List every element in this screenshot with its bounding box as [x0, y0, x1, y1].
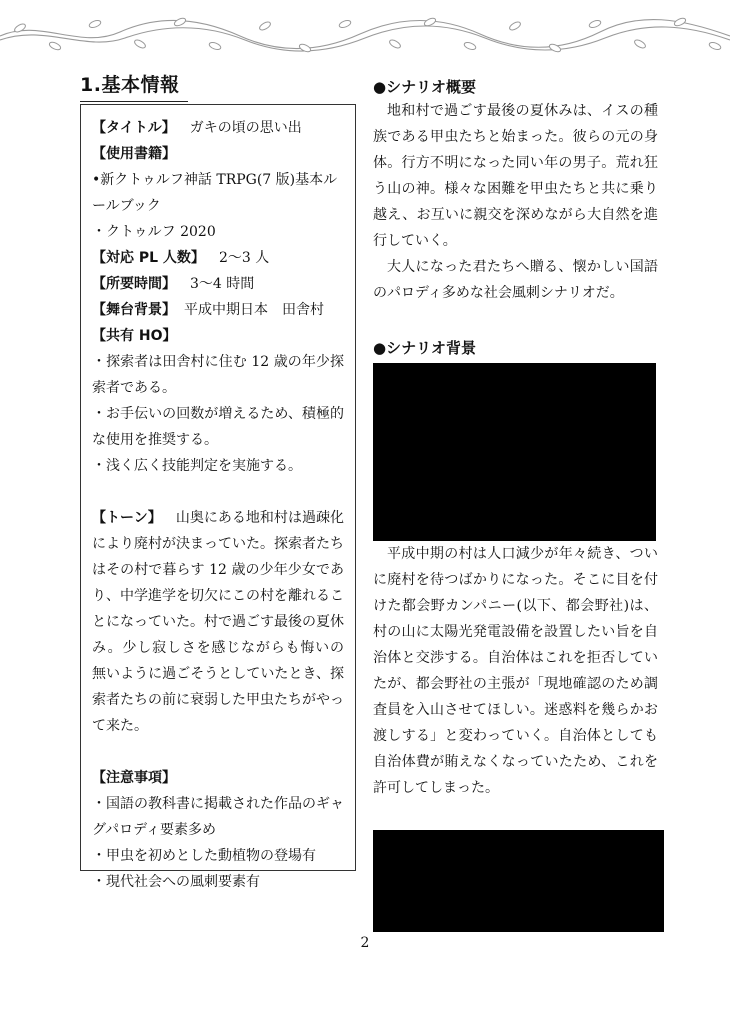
tone-paragraph: [92, 505, 344, 739]
players-label: 【対応 PL 人数】: [92, 250, 205, 266]
info-time-row: [92, 271, 344, 297]
note-item-1: ・国語の教科書に掲載された作品のギャグパロディ要素多め: [92, 796, 344, 838]
background-paragraph-1: 平成中期の村は人口減少が年々続き、ついに廃村を待つばかりになった。そこに目を付けた都会野カンパニー(以下、都会野社)は、村の山に太陽光発電設備を設置したい旨を自治体と交渉する。自治体はこれを拒否していたが、都会野社の主張が「現地確認のため調査員を入山させてほしい。迷惑料を幾らかお渡しする」と変わっていく。自治体としても自治体費が賄えなくなっていたため、これを許可してしまった。: [373, 546, 658, 796]
note-item-2: ・甲虫を初めとした動植物の登場有: [92, 848, 316, 864]
rulebook-item-1: •新クトゥルフ神話 TRPG(7 版)基本ルールブック: [92, 172, 338, 214]
players-value: 2〜3 人: [218, 250, 270, 266]
setting-value: 平成中期日本 田舎村: [184, 302, 324, 318]
note-item-3: ・現代社会への風刺要素有: [92, 874, 260, 890]
rulebook-item-2: ・クトゥルフ 2020: [92, 224, 216, 240]
overview-text: [373, 98, 658, 306]
redacted-image-2: [373, 830, 664, 932]
overview-paragraph-1: 地和村で過ごす最後の夏休みは、イスの種族である甲虫たちと始まった。彼らの元の身体。行方不明になった同い年の男子。荒れ狂う山の神。様々な困難を甲虫たちと共に乗り越え、お互いに親交を深めながら大自然を進行していく。: [373, 103, 658, 249]
setting-label: 【舞台背景】: [92, 302, 176, 318]
tone-text: 山奥にある地和村は過疎化により廃村が決まっていた。探索者たちはその村で暮らす 12 歳の少年少女であり、中学進学を切欠にこの村を離れることになっていた。村で過ごす最後の夏休み。少し寂しさを感じながらも悔いの無いように過ごそうとしていたとき、探索者たちの前に衰弱した甲虫たちがやって来た。: [92, 510, 344, 734]
tone-label: 【トーン】: [92, 510, 162, 526]
info-setting-row: [92, 297, 344, 323]
title-value: ガキの頃の思い出: [189, 120, 302, 136]
rulebook-label: 【使用書籍】: [92, 146, 176, 162]
section-title-basic-info: 1.基本情報: [80, 70, 188, 102]
page-number: 2: [360, 935, 370, 951]
info-title-row: [92, 115, 344, 141]
heading-scenario-background: ●シナリオ背景: [373, 339, 476, 357]
ho-label: 【共有 HO】: [92, 328, 177, 344]
time-label: 【所要時間】: [92, 276, 176, 292]
ho-item-2: ・お手伝いの回数が増えるため、積極的な使用を推奨する。: [92, 406, 344, 448]
ho-item-1: ・探索者は田舎村に住む 12 歳の年少探索者である。: [92, 354, 344, 396]
ho-item-3: ・浅く広く技能判定を実施する。: [92, 458, 302, 474]
heading-scenario-overview: ●シナリオ概要: [373, 78, 476, 96]
time-value: 3〜4 時間: [190, 276, 255, 292]
info-players-row: [92, 245, 344, 271]
notes-label: 【注意事項】: [92, 770, 176, 786]
redacted-image-1: [373, 363, 656, 541]
background-text: [373, 541, 658, 801]
basic-info-box: [80, 104, 356, 890]
vine-border-decoration: [0, 10, 730, 56]
overview-paragraph-2: 大人になった君たちへ贈る、懐かしい国語のパロディ多めな社会風刺シナリオだ。: [373, 259, 658, 301]
title-label: 【タイトル】: [92, 120, 176, 136]
